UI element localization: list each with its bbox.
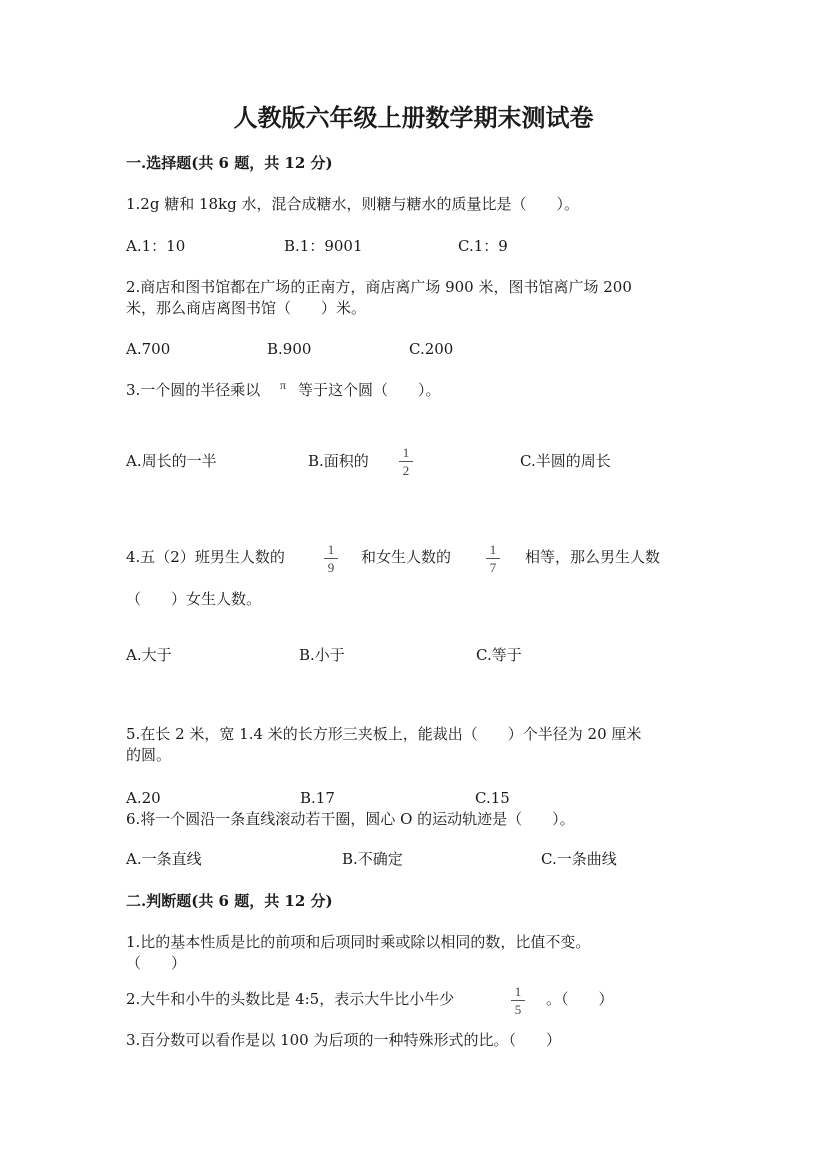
q4-fraction-one-seventh xyxy=(486,542,500,575)
section-heading-judgment: 二.判断题(共 6 题，共 12 分) xyxy=(126,892,333,910)
question-4-line2: （ ）女生人数。 xyxy=(126,590,262,608)
q6-option-c: C.一条曲线 xyxy=(541,850,617,868)
q1-option-a: A.1：10 xyxy=(126,237,186,255)
judgment-1-line2: （ ） xyxy=(126,954,187,972)
question-4-part2: 和女生人数的 xyxy=(361,548,452,566)
q2-option-c: C.200 xyxy=(409,340,454,358)
q6-option-a: A.一条直线 xyxy=(126,850,202,868)
fraction-denominator: 7 xyxy=(489,560,497,575)
q5-option-a: A.20 xyxy=(126,789,161,807)
question-4-part3: 相等，那么男生人数 xyxy=(525,548,661,566)
j2-fraction-one-fifth xyxy=(511,984,525,1017)
q4-fraction-one-ninth xyxy=(324,542,338,575)
judgment-1-line1: 1.比的基本性质是比的前项和后项同时乘或除以相同的数，比值不变。 xyxy=(126,933,591,951)
fraction-bar xyxy=(399,461,413,462)
fraction-numerator: 1 xyxy=(514,984,522,999)
question-3-text-before: 3.一个圆的半径乘以 xyxy=(126,381,261,399)
question-6-text: 6.将一个圆沿一条直线滚动若干圈，圆心 O 的运动轨迹是（ ）。 xyxy=(126,810,575,828)
question-5-line1: 5.在长 2 米，宽 1.4 米的长方形三夹板上，能裁出（ ）个半径为 20 厘米 xyxy=(126,725,642,743)
question-5-line2: 的圆。 xyxy=(126,746,172,764)
q5-option-b: B.17 xyxy=(300,789,335,807)
q3-fraction-one-half xyxy=(399,445,413,478)
q3-option-b: B.面积的 xyxy=(308,452,369,470)
fraction-numerator: 1 xyxy=(489,542,497,557)
page-title: 人教版六年级上册数学期末测试卷 xyxy=(233,103,594,132)
q4-option-b: B.小于 xyxy=(299,646,345,664)
q3-option-a: A.周长的一半 xyxy=(126,452,217,470)
judgment-3-text: 3.百分数可以看作是以 100 为后项的一种特殊形式的比。（ ） xyxy=(126,1031,561,1049)
question-4-part1: 4.五（2）班男生人数的 xyxy=(126,548,285,566)
q1-option-c: C.1：9 xyxy=(458,237,508,255)
q5-option-c: C.15 xyxy=(475,789,510,807)
fraction-bar xyxy=(486,558,500,559)
judgment-2-part1: 2.大牛和小牛的头数比是 4:5，表示大牛比小牛少 xyxy=(126,990,455,1008)
fraction-denominator: 2 xyxy=(402,463,410,478)
question-1-text: 1.2g 糖和 18kg 水，混合成糖水，则糖与糖水的质量比是（ ）。 xyxy=(126,195,580,213)
fraction-denominator: 5 xyxy=(514,1002,522,1017)
question-2-line2: 米，那么商店离图书馆（ ）米。 xyxy=(126,299,367,317)
q1-option-b: B.1：9001 xyxy=(284,237,363,255)
q6-option-b: B.不确定 xyxy=(342,850,403,868)
question-3-text-after: 等于这个圆（ ）。 xyxy=(298,381,441,399)
q4-option-c: C.等于 xyxy=(476,646,522,664)
q3-option-c: C.半圆的周长 xyxy=(520,452,611,470)
judgment-2-part2: 。（ ） xyxy=(546,990,614,1008)
q2-option-b: B.900 xyxy=(267,340,312,358)
pi-symbol: π xyxy=(280,378,287,392)
section-heading-choice: 一.选择题(共 6 题，共 12 分) xyxy=(126,154,333,172)
fraction-numerator: 1 xyxy=(402,445,410,460)
fraction-denominator: 9 xyxy=(327,560,335,575)
fraction-bar xyxy=(324,558,338,559)
question-2-line1: 2.商店和图书馆都在广场的正南方，商店离广场 900 米，图书馆离广场 200 xyxy=(126,278,632,296)
fraction-numerator: 1 xyxy=(327,542,335,557)
q2-option-a: A.700 xyxy=(126,340,171,358)
q4-option-a: A.大于 xyxy=(126,646,172,664)
fraction-bar xyxy=(511,1000,525,1001)
